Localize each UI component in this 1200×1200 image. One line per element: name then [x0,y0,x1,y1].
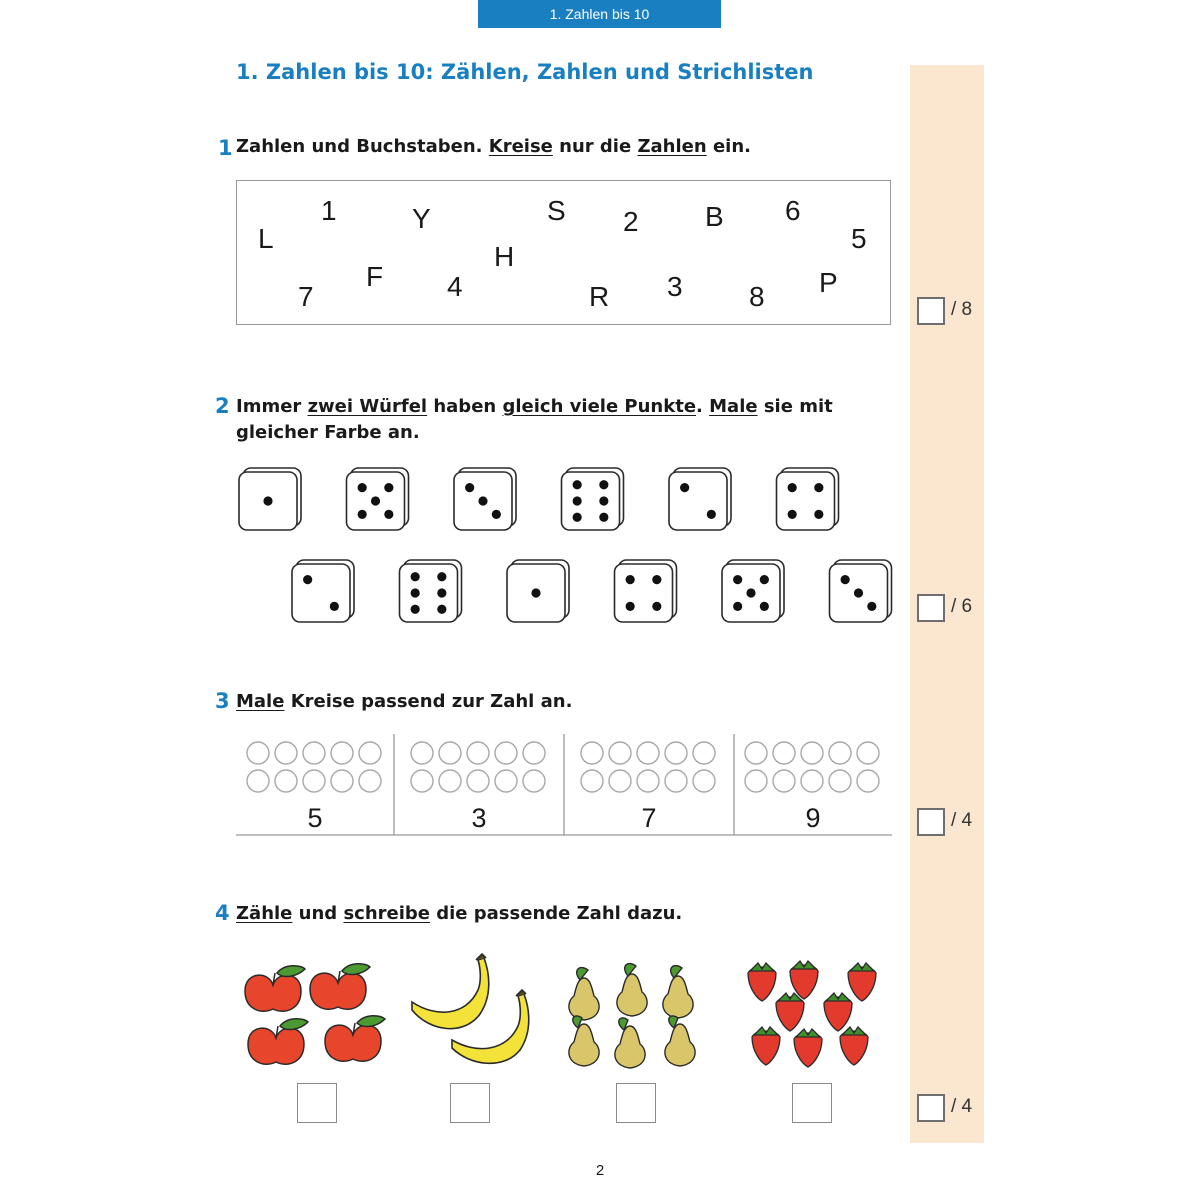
circle [693,770,715,792]
die-pip [707,510,716,519]
die-pip [411,572,420,581]
task-3-number: 3 [215,689,230,713]
circle [581,770,603,792]
answer-box-pears[interactable] [616,1083,656,1123]
circle [523,742,545,764]
answer-box-bananas[interactable] [450,1083,490,1123]
die-pip [599,496,608,505]
circle [829,742,851,764]
score-max-task-1: / 8 [951,299,973,320]
die-pip [384,510,393,519]
target-number: 3 [471,803,487,833]
character[interactable]: H [494,241,515,272]
character[interactable]: P [819,267,838,298]
die-pip [841,575,850,584]
character[interactable]: 6 [785,195,801,226]
character[interactable]: 1 [321,195,337,226]
score-max-task-3: / 4 [951,810,973,831]
die-pip [788,510,797,519]
die-pip [814,510,823,519]
circle [857,770,879,792]
circle [247,742,269,764]
die-pip [814,483,823,492]
answer-box-strawberries[interactable] [792,1083,832,1123]
circle [609,742,631,764]
die[interactable] [507,560,569,622]
circle [745,770,767,792]
page-number: 2 [595,1162,605,1179]
task-4-instruction: Zähle und schreibe die passende Zahl dazu. [236,903,683,924]
character[interactable]: 7 [298,281,314,312]
die-pip [330,602,339,611]
die-pip [788,483,797,492]
circle-group-1 [247,742,381,792]
apples-icon [238,955,388,1070]
die-pip [384,483,393,492]
circle [439,742,461,764]
circle [829,770,851,792]
circle [495,742,517,764]
page-title: 1. Zahlen bis 10: Zählen, Zahlen und Strichlisten [236,60,814,84]
die-pip [303,575,312,584]
die-face [777,472,835,530]
character[interactable]: 4 [447,271,463,302]
character[interactable]: B [705,201,724,232]
die[interactable] [722,560,784,622]
circle [693,742,715,764]
character[interactable]: 3 [667,271,683,302]
circle [275,770,297,792]
die-pip [652,602,661,611]
score-box-task-2[interactable] [917,594,945,622]
circle [331,770,353,792]
die-pip [733,575,742,584]
task-1-number: 1 [218,136,233,160]
score-max-task-2: / 6 [951,596,973,617]
circle [773,770,795,792]
die[interactable] [562,468,624,530]
pears-icon [562,952,717,1072]
character[interactable]: F [366,261,384,292]
die-pip [478,496,487,505]
circle [275,742,297,764]
character[interactable]: S [547,195,566,226]
die-face [669,472,727,530]
die-pip [263,496,272,505]
character[interactable]: 8 [749,281,765,312]
character[interactable]: Y [412,203,431,234]
die-pip [599,513,608,522]
target-number: 7 [641,803,657,833]
die[interactable] [777,468,839,530]
die-pip [733,602,742,611]
bananas-icon [406,952,536,1072]
die-pip [492,510,501,519]
die-pip [626,575,635,584]
score-max-task-4: / 4 [951,1096,973,1117]
character[interactable]: L [258,223,274,254]
die-pip [573,513,582,522]
die-pip [652,575,661,584]
circle [581,742,603,764]
die-pip [465,483,474,492]
die[interactable] [347,468,409,530]
task-2-number: 2 [215,394,230,418]
circle [331,742,353,764]
circle [247,770,269,792]
die-pip [626,602,635,611]
die-pip [573,480,582,489]
die-pip [411,588,420,597]
circle [467,770,489,792]
die-pip [358,510,367,519]
circle-group-3 [581,742,715,792]
die[interactable] [615,560,677,622]
circle [609,770,631,792]
character[interactable]: 5 [851,223,867,254]
die-pip [573,496,582,505]
circle [303,770,325,792]
die[interactable] [292,560,354,622]
circle [495,770,517,792]
die[interactable] [830,560,892,622]
strawberries-icon [742,955,887,1070]
die[interactable] [239,468,301,530]
die-pip [531,588,540,597]
chapter-tab: 1. Zahlen bis 10 [478,0,721,28]
circle [637,742,659,764]
circle [665,742,687,764]
task-4-number: 4 [215,901,230,925]
target-number: 5 [307,803,323,833]
circle-group-2 [411,742,545,792]
circle [801,742,823,764]
die-pip [760,602,769,611]
circle [773,742,795,764]
circle [439,770,461,792]
task-1-instruction: Zahlen und Buchstaben. Kreise nur die Zahlen ein. [236,136,751,157]
circle [359,742,381,764]
die-pip [371,496,380,505]
die-pip [599,480,608,489]
die-pip [760,575,769,584]
die-pip [854,588,863,597]
circle [801,770,823,792]
die-face [562,472,620,530]
die-face [400,564,458,622]
die-pip [437,605,446,614]
circle [523,770,545,792]
die-face [292,564,350,622]
circle [303,742,325,764]
die[interactable] [669,468,731,530]
circle [467,742,489,764]
task-2-instruction: Immer zwei Würfel haben gleich viele Punkte. Male sie mit gleicher Farbe an. [236,396,833,443]
circle [411,770,433,792]
die-face [615,564,673,622]
die-pip [746,588,755,597]
die-pip [358,483,367,492]
character[interactable]: R [589,281,610,312]
circle [745,742,767,764]
task-3-instruction: Male Kreise passend zur Zahl an. [236,691,573,712]
die-pip [680,483,689,492]
circle-group-4 [745,742,879,792]
score-box-task-4[interactable] [917,1094,945,1122]
circle [665,770,687,792]
die[interactable] [454,468,516,530]
die-pip [437,588,446,597]
die-pip [437,572,446,581]
score-box-task-3[interactable] [917,808,945,836]
circle [359,770,381,792]
target-number: 9 [805,803,821,833]
answer-box-apples[interactable] [297,1083,337,1123]
die-pip [411,605,420,614]
die-pip [867,602,876,611]
die[interactable] [400,560,462,622]
circle [857,742,879,764]
circle [637,770,659,792]
character[interactable]: 2 [623,206,639,237]
circle [411,742,433,764]
